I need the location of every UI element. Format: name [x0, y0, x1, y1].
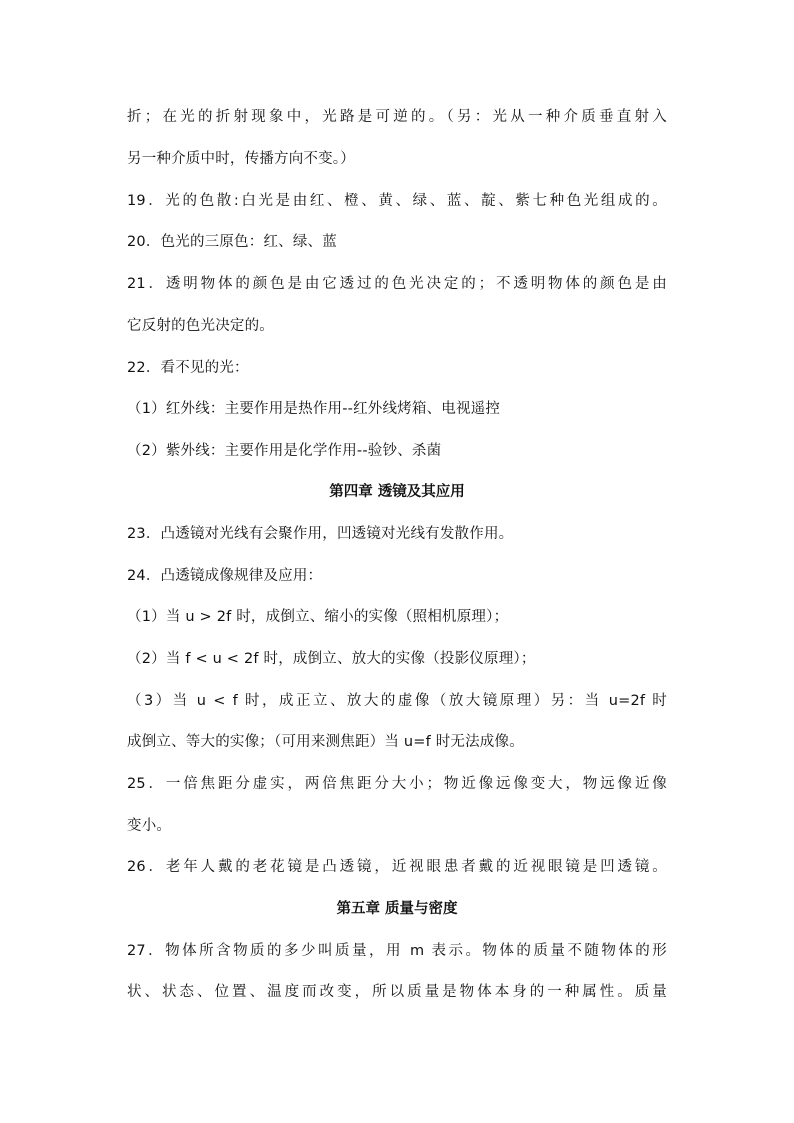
- text-line: 20．色光的三原色：红、绿、蓝: [127, 234, 337, 250]
- text-line: 状、状态、位置、温度而改变，所以质量是物体本身的一种属性。质量: [127, 984, 667, 1000]
- text-line: 另一种介质中时，传播方向不变。）: [127, 151, 355, 167]
- text-line: （1）当 u > 2f 时，成倒立、缩小的实像（照相机原理）；: [127, 609, 509, 625]
- text-line: 26．老年人戴的老花镜是凸透镜，近视眼患者戴的近视眼镜是凹透镜。: [127, 859, 667, 875]
- chapter-heading: 第四章 透镜及其应用: [329, 484, 465, 500]
- text-line: 22．看不见的光：: [127, 360, 249, 376]
- chapter-heading: 第五章 质量与密度: [336, 901, 458, 917]
- text-line: 19．光的色散:白光是由红、橙、黄、绿、蓝、靛、紫七种色光组成的。: [127, 193, 667, 209]
- text-line: （2）紫外线：主要作用是化学作用--验钞、杀菌: [127, 443, 442, 459]
- text-line: 25．一倍焦距分虚实，两倍焦距分大小；物近像远像变大，物远像近像: [127, 776, 667, 792]
- text-line: 23．凸透镜对光线有会聚作用，凹透镜对光线有发散作用。: [127, 526, 514, 542]
- text-line: （2）当 f < u < 2f 时，成倒立、放大的实像（投影仪原理）；: [127, 651, 536, 667]
- text-line: 折；在光的折射现象中，光路是可逆的。（另：光从一种介质垂直射入: [127, 109, 667, 125]
- text-line: 27．物体所含物质的多少叫质量，用 m 表示。物体的质量不随物体的形: [127, 943, 667, 959]
- text-line: 它反射的色光决定的。: [127, 318, 274, 334]
- text-line: 变小。: [127, 818, 172, 834]
- text-line: （1）红外线：主要作用是热作用--红外线烤箱、电视遥控: [127, 401, 501, 417]
- text-line: 24．凸透镜成像规律及应用：: [127, 568, 323, 584]
- text-line: （3）当 u < f 时，成正立、放大的虚像（放大镜原理）另：当 u=2f 时: [127, 693, 667, 709]
- text-line: 成倒立、等大的实像；（可用来测焦距）当 u=f 时无法成像。: [127, 734, 524, 750]
- text-line: 21．透明物体的颜色是由它透过的色光决定的；不透明物体的颜色是由: [127, 276, 667, 292]
